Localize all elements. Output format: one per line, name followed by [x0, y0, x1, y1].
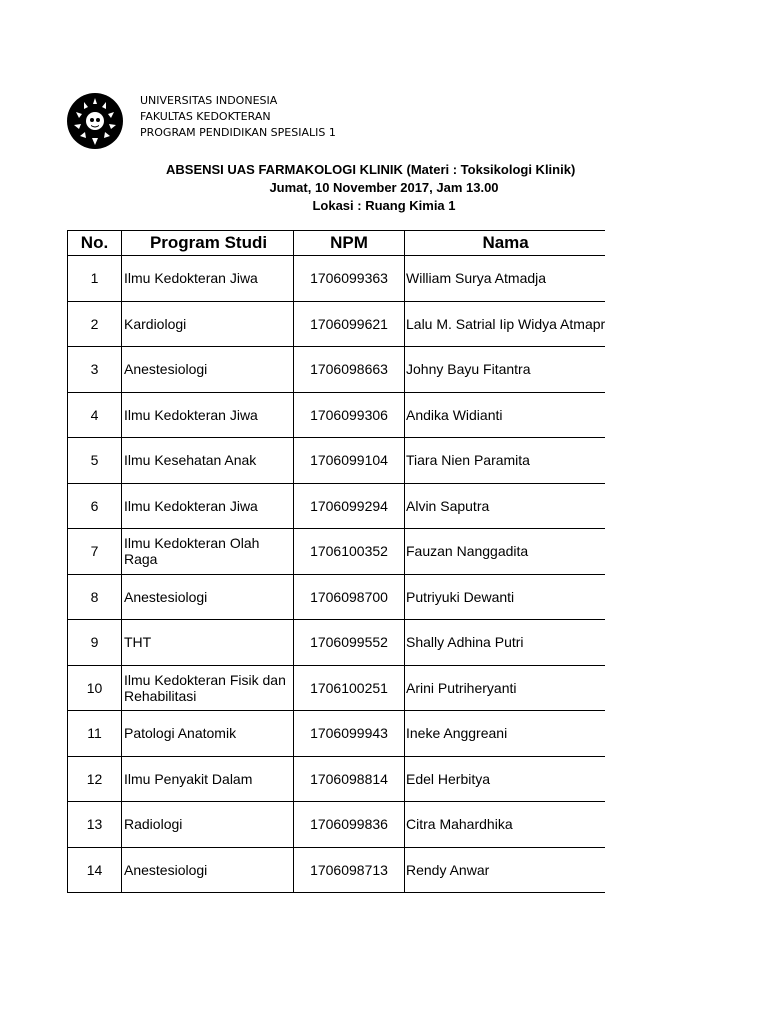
table-row [68, 802, 606, 848]
cell-program: Ilmu Kedokteran Olah Raga [122, 529, 294, 575]
cell-nama: Rendy Anwar [405, 847, 606, 893]
table-row [68, 256, 606, 302]
table-row [68, 529, 606, 575]
title-line-2: Jumat, 10 November 2017, Jam 13.00 [269, 180, 499, 195]
table-row [68, 665, 606, 711]
cell-npm: 1706100251 [294, 665, 405, 711]
table-row [68, 711, 606, 757]
table-row [68, 347, 606, 393]
cell-nama: Andika Widianti [405, 392, 606, 438]
faculty-name: FAKULTAS KEDOKTERAN [140, 110, 271, 123]
cell-no: 2 [68, 301, 122, 347]
cell-program: Anestesiologi [122, 347, 294, 393]
table-row [68, 392, 606, 438]
cell-no: 13 [68, 802, 122, 848]
cell-nama: Alvin Saputra [405, 483, 606, 529]
cell-no: 12 [68, 756, 122, 802]
cell-nama: Fauzan Nanggadita [405, 529, 606, 575]
cell-npm: 1706099306 [294, 392, 405, 438]
cell-program: Ilmu Penyakit Dalam [122, 756, 294, 802]
document-title [0, 161, 768, 215]
cell-nama: Tiara Nien Paramita [405, 438, 606, 484]
cell-no: 14 [68, 847, 122, 893]
cell-program: Kardiologi [122, 301, 294, 347]
cell-no: 8 [68, 574, 122, 620]
university-name: UNIVERSITAS INDONESIA [140, 94, 278, 107]
cell-npm: 1706099363 [294, 256, 405, 302]
cell-program: Anestesiologi [122, 574, 294, 620]
university-logo-icon [66, 92, 124, 150]
cell-nama: Ineke Anggreani [405, 711, 606, 757]
cell-program: Patologi Anatomik [122, 711, 294, 757]
cell-nama: Lalu M. Satrial Iip Widya Atmapr [405, 301, 606, 347]
cell-npm: 1706099294 [294, 483, 405, 529]
cell-npm: 1706099104 [294, 438, 405, 484]
cell-npm: 1706099943 [294, 711, 405, 757]
cell-program: Anestesiologi [122, 847, 294, 893]
table-row [68, 301, 606, 347]
cell-nama: Arini Putriheryanti [405, 665, 606, 711]
cell-program: Ilmu Kedokteran Jiwa [122, 392, 294, 438]
table-row [68, 847, 606, 893]
cell-program: Ilmu Kesehatan Anak [122, 438, 294, 484]
program-name: PROGRAM PENDIDIKAN SPESIALIS 1 [140, 126, 336, 139]
cell-npm: 1706098814 [294, 756, 405, 802]
column-header-npm: NPM [294, 231, 405, 256]
table-row [68, 756, 606, 802]
cell-nama: Johny Bayu Fitantra [405, 347, 606, 393]
cell-npm: 1706099621 [294, 301, 405, 347]
table-row [68, 620, 606, 666]
cell-no: 7 [68, 529, 122, 575]
cell-no: 3 [68, 347, 122, 393]
institution-header [140, 93, 336, 141]
attendance-table [67, 230, 605, 893]
cell-no: 10 [68, 665, 122, 711]
cell-nama: Putriyuki Dewanti [405, 574, 606, 620]
cell-npm: 1706098663 [294, 347, 405, 393]
table-header-row [68, 231, 606, 256]
cell-npm: 1706098700 [294, 574, 405, 620]
cell-npm: 1706099552 [294, 620, 405, 666]
table-row [68, 483, 606, 529]
cell-program: Ilmu Kedokteran Fisik dan Rehabilitasi [122, 665, 294, 711]
cell-program: Radiologi [122, 802, 294, 848]
cell-nama: Citra Mahardhika [405, 802, 606, 848]
column-header-no: No. [68, 231, 122, 256]
cell-no: 6 [68, 483, 122, 529]
cell-npm: 1706098713 [294, 847, 405, 893]
cell-no: 9 [68, 620, 122, 666]
table-row [68, 438, 606, 484]
title-line-1: ABSENSI UAS FARMAKOLOGI KLINIK (Materi : Toksikologi Klinik) [166, 162, 576, 177]
cell-no: 11 [68, 711, 122, 757]
column-header-program: Program Studi [122, 231, 294, 256]
cell-program: Ilmu Kedokteran Jiwa [122, 483, 294, 529]
cell-npm: 1706100352 [294, 529, 405, 575]
title-line-3: Lokasi : Ruang Kimia 1 [312, 198, 456, 213]
table-row [68, 574, 606, 620]
cell-nama: Edel Herbitya [405, 756, 606, 802]
cell-npm: 1706099836 [294, 802, 405, 848]
cell-no: 5 [68, 438, 122, 484]
cell-program: Ilmu Kedokteran Jiwa [122, 256, 294, 302]
column-header-nama: Nama [405, 231, 606, 256]
cell-nama: William Surya Atmadja [405, 256, 606, 302]
cell-no: 1 [68, 256, 122, 302]
cell-program: THT [122, 620, 294, 666]
cell-no: 4 [68, 392, 122, 438]
cell-nama: Shally Adhina Putri [405, 620, 606, 666]
